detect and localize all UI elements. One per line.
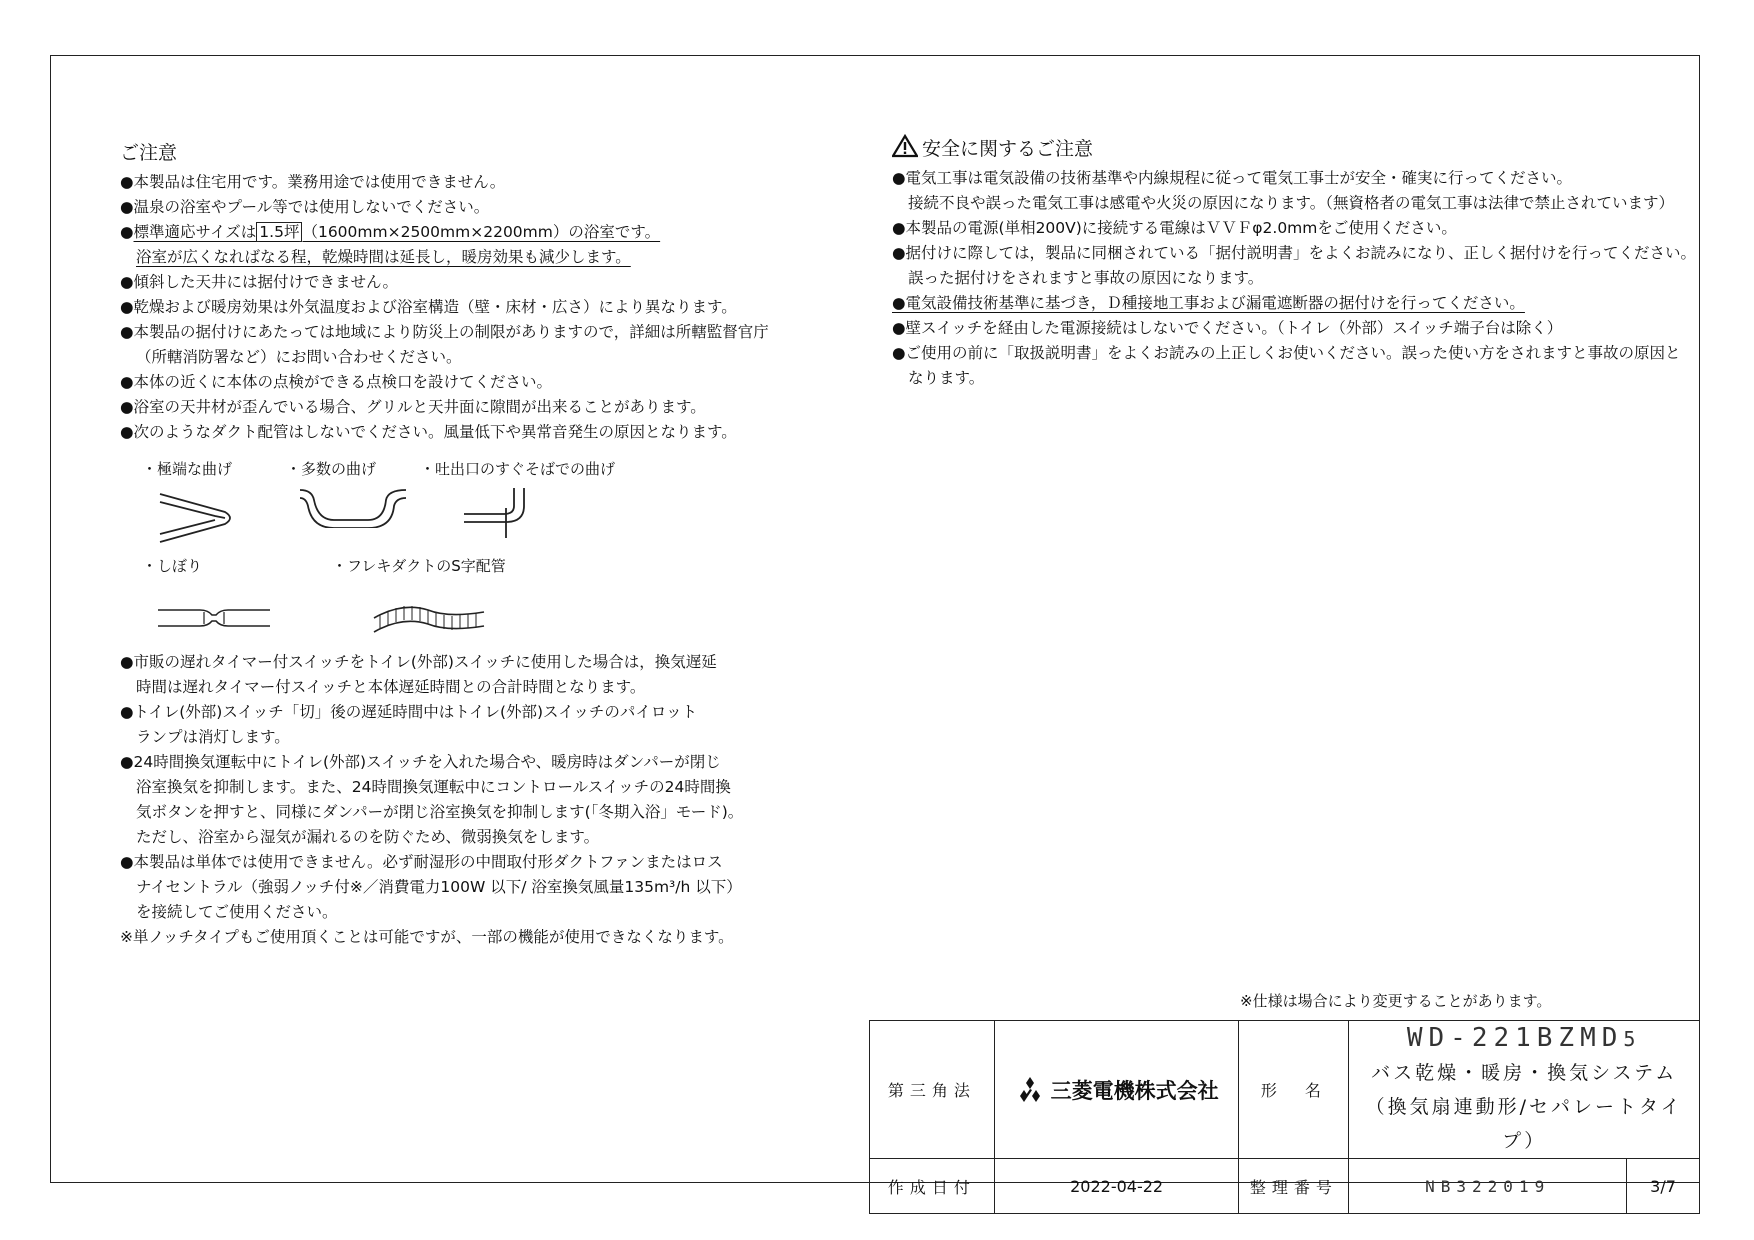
duct-label-constriction: ・しぼり <box>142 557 203 575</box>
caution-item: ●傾斜した天井には据付けできません。 <box>120 273 398 291</box>
caution-item: ●本製品は住宅用です。業務用途では使用できません。 <box>120 173 506 191</box>
caution-item: ●次のようなダクト配管はしないでください。風量低下や異常音発生の原因となります。 <box>120 423 737 441</box>
caution-item-continued: 浴室換気を抑制します。また、24時間換気運転中にコントロールスイッチの24時間換 <box>136 778 731 796</box>
model-label: 形 名 <box>1239 1021 1349 1159</box>
caution-item: ●トイレ(外部)スイッチ「切」後の遅延時間中はトイレ(外部)スイッチのパイロット <box>120 703 698 721</box>
three-diamonds-icon <box>1015 1077 1045 1103</box>
caution-footnote: ※単ノッチタイプもご使用頂くことは可能ですが、一部の機能が使用できなくなります。 <box>120 928 734 946</box>
size-label: 標準適応サイズは <box>133 223 257 241</box>
date-value: 2022-04-22 <box>994 1159 1239 1214</box>
constriction-diagram <box>156 604 272 632</box>
duct-label-outlet-bend: ・吐出口のすぐそばでの曲げ <box>420 460 616 478</box>
caution-item-continued: （所轄消防署など）にお問い合わせください。 <box>136 348 462 366</box>
spec-change-note: ※仕様は場合により変更することがあります。 <box>1240 992 1552 1010</box>
caution-item: ●本製品の据付けにあたっては地域により防災上の制限がありますので，詳細は所轄監督官庁 <box>120 323 769 341</box>
duct-label-extreme-bend: ・極端な曲げ <box>142 460 233 478</box>
bullet: ● <box>120 223 134 241</box>
caution-item-continued: を接続してご使用ください。 <box>136 903 338 921</box>
caution-item: ●本体の近くに本体の点検ができる点検口を設けてください。 <box>120 373 553 391</box>
company-logo <box>995 1075 1239 1105</box>
many-bends-diagram <box>298 486 408 528</box>
caution-item: ●温泉の浴室やプール等では使用しないでください。 <box>120 198 490 216</box>
model-suffix: 5 <box>1623 1027 1642 1051</box>
safety-item-continued: 接続不良や誤った電気工事は感電や火災の原因になります。（無資格者の電気工事は法律で禁止されています） <box>908 194 1675 212</box>
model-description-sub: （換気扇連動形/セパレートタイプ） <box>1365 1096 1683 1152</box>
outlet-bend-diagram <box>462 486 542 546</box>
safety-section <box>892 134 1696 391</box>
extreme-bend-diagram <box>155 490 245 546</box>
safety-item-continued: 誤った据付けをされますと事故の原因になります。 <box>908 269 1264 287</box>
caution-item: ●本製品は単体では使用できません。必ず耐湿形の中間取付形ダクトファンまたはロス <box>120 853 723 871</box>
title-block <box>869 1020 1700 1214</box>
caution-item-continued: ただし、浴室から湿気が漏れるのを防ぐため、微弱換気をします。 <box>136 828 600 846</box>
docno-value: NB322019 <box>1349 1159 1627 1214</box>
caution-item-continued: ナイセントラル（強弱ノッチ付※／消費電力100W 以下/ 浴室換気風量135m³/h 以下） <box>136 878 742 896</box>
caution-item: ●乾燥および暖房効果は外気温度および浴室構造（壁・床材・広さ）により異なります。 <box>120 298 737 316</box>
caution-item: ●浴室の天井材が歪んでいる場合、グリルと天井面に隙間が出来ることがあります。 <box>120 398 706 416</box>
caution-item-continued: 時間は遅れタイマー付スイッチと本体遅延時間との合計時間となります。 <box>136 678 646 696</box>
caution-item-continued: 気ボタンを押すと、同様にダンパーが閉じ浴室換気を抑制します(「冬期入浴」モード)。 <box>136 803 744 821</box>
warning-icon <box>892 134 918 158</box>
size-dimensions: （1600mm×2500mm×2200mm）の浴室です。 <box>302 223 661 241</box>
docno-label: 整理番号 <box>1239 1159 1349 1214</box>
model-cell <box>1349 1021 1700 1159</box>
model-number <box>1349 1021 1699 1056</box>
safety-title-row <box>892 134 1696 164</box>
safety-item: ●壁スイッチを経由した電源接続はしないでください。（トイレ（外部）スイッチ端子台は除く） <box>892 319 1563 337</box>
duct-label-flex-s: ・フレキダクトのS字配管 <box>332 557 506 575</box>
safety-item: ●電気設備技術基準に基づき，Ｄ種接地工事および漏電遮断器の据付けを行ってください。 <box>892 294 1525 312</box>
safety-item: ●本製品の電源(単相200V)に接続する電線はＶＶＦφ2.0mmをご使用ください。 <box>892 219 1457 237</box>
model-description: バス乾燥・暖房・換気システム <box>1371 1062 1678 1084</box>
caution-item-size-note: 浴室が広くなればなる程，乾燥時間は延長し，暖房効果も減少します。 <box>136 248 631 266</box>
caution-title: ご注意 <box>120 142 178 164</box>
model-main: WD-221BZMD <box>1406 1023 1624 1053</box>
date-label: 作成日付 <box>870 1159 995 1214</box>
caution-item: ●市販の遅れタイマー付スイッチをトイレ(外部)スイッチに使用した場合は，換気遅延 <box>120 653 717 671</box>
company-name: 三菱電機株式会社 <box>1050 1078 1219 1103</box>
safety-item: ●電気工事は電気設備の技術基準や内線規程に従って電気工事士が安全・確実に行ってください。 <box>892 169 1573 187</box>
safety-item: ●据付けに際しては，製品に同梱されている「据付説明書」をよくお読みになり、正しく据付けを行ってください。 <box>892 244 1697 262</box>
safety-title: 安全に関するご注意 <box>922 138 1094 160</box>
safety-item: ●ご使用の前に「取扱説明書」をよくお読みの上正しくお使いください。誤った使い方をされますと事故の原因と <box>892 344 1681 362</box>
caution-item-size <box>120 220 769 245</box>
company-cell <box>994 1021 1239 1159</box>
flex-s-diagram <box>372 592 488 638</box>
duct-label-many-bends: ・多数の曲げ <box>286 460 377 478</box>
page-number: 3/7 <box>1627 1159 1700 1214</box>
projection-label: 第三角法 <box>870 1021 995 1159</box>
caution-section <box>120 138 769 445</box>
caution-section-2 <box>120 650 743 950</box>
safety-item-continued: なります。 <box>908 369 985 387</box>
size-boxed-value: 1.5坪 <box>256 222 302 242</box>
caution-item-continued: ランプは消灯します。 <box>136 728 290 746</box>
caution-item: ●24時間換気運転中にトイレ(外部)スイッチを入れた場合や、暖房時はダンパーが閉じ <box>120 753 721 771</box>
